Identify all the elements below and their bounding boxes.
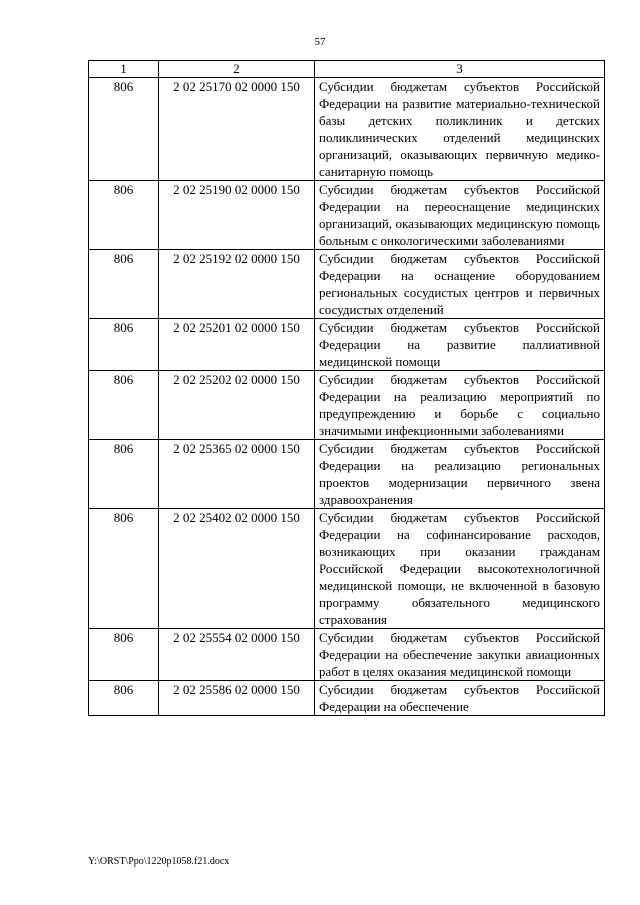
table-row [89, 78, 605, 181]
table-row [89, 371, 605, 440]
budget-code-cell: 2 02 25170 02 0000 150 [159, 78, 315, 181]
admin-code-cell: 806 [89, 629, 159, 681]
admin-code-cell: 806 [89, 319, 159, 371]
admin-code-cell: 806 [89, 681, 159, 716]
description-cell: Субсидии бюджетам субъектов Российской Федерации на развитие паллиативной медицинской помощи [315, 319, 605, 371]
table-header-row [89, 61, 605, 78]
table-row [89, 681, 605, 716]
budget-code-cell: 2 02 25202 02 0000 150 [159, 371, 315, 440]
column-header: 2 [159, 61, 315, 78]
description-cell: Субсидии бюджетам субъектов Российской Федерации на оснащение оборудованием региональных сосудистых центров и первичных сосудистых отделений [315, 250, 605, 319]
budget-code-cell: 2 02 25554 02 0000 150 [159, 629, 315, 681]
table-row [89, 629, 605, 681]
footer-file-path: Y:\ORST\Ppo\1220p1058.f21.docx [88, 856, 230, 867]
column-header: 3 [315, 61, 605, 78]
description-cell: Субсидии бюджетам субъектов Российской Федерации на софинансирование расходов, возникающих при оказании гражданам Российской Федерации высокотехнологичной медицинской помощи, не включенной в базовую программу обязательного медицинского страхования [315, 509, 605, 629]
admin-code-cell: 806 [89, 509, 159, 629]
table-row [89, 250, 605, 319]
admin-code-cell: 806 [89, 181, 159, 250]
page-number: 57 [314, 36, 326, 48]
budget-code-cell: 2 02 25402 02 0000 150 [159, 509, 315, 629]
budget-code-cell: 2 02 25201 02 0000 150 [159, 319, 315, 371]
column-header: 1 [89, 61, 159, 78]
description-cell: Субсидии бюджетам субъектов Российской Федерации на обеспечение закупки авиационных работ в целях оказания медицинской помощи [315, 629, 605, 681]
budget-codes-table [88, 60, 605, 716]
budget-code-cell: 2 02 25192 02 0000 150 [159, 250, 315, 319]
description-cell: Субсидии бюджетам субъектов Российской Федерации на реализацию мероприятий по предупреждению и борьбе с социально значимыми инфекционными заболеваниями [315, 371, 605, 440]
budget-code-cell: 2 02 25586 02 0000 150 [159, 681, 315, 716]
admin-code-cell: 806 [89, 440, 159, 509]
description-cell: Субсидии бюджетам субъектов Российской Федерации на переоснащение медицинских организаций, оказывающих медицинскую помощь больным с онкологическими заболеваниями [315, 181, 605, 250]
description-cell: Субсидии бюджетам субъектов Российской Федерации на обеспечение [315, 681, 605, 716]
table-row [89, 181, 605, 250]
admin-code-cell: 806 [89, 78, 159, 181]
admin-code-cell: 806 [89, 371, 159, 440]
table-row [89, 319, 605, 371]
description-cell: Субсидии бюджетам субъектов Российской Федерации на реализацию региональных проектов модернизации первичного звена здравоохранения [315, 440, 605, 509]
table-row [89, 509, 605, 629]
table-row [89, 440, 605, 509]
budget-code-cell: 2 02 25190 02 0000 150 [159, 181, 315, 250]
budget-code-cell: 2 02 25365 02 0000 150 [159, 440, 315, 509]
description-cell: Субсидии бюджетам субъектов Российской Федерации на развитие материально-технической базы детских поликлиник и детских поликлинических отделений медицинских организаций, оказывающих первичную медико-санитарную помощь [315, 78, 605, 181]
admin-code-cell: 806 [89, 250, 159, 319]
